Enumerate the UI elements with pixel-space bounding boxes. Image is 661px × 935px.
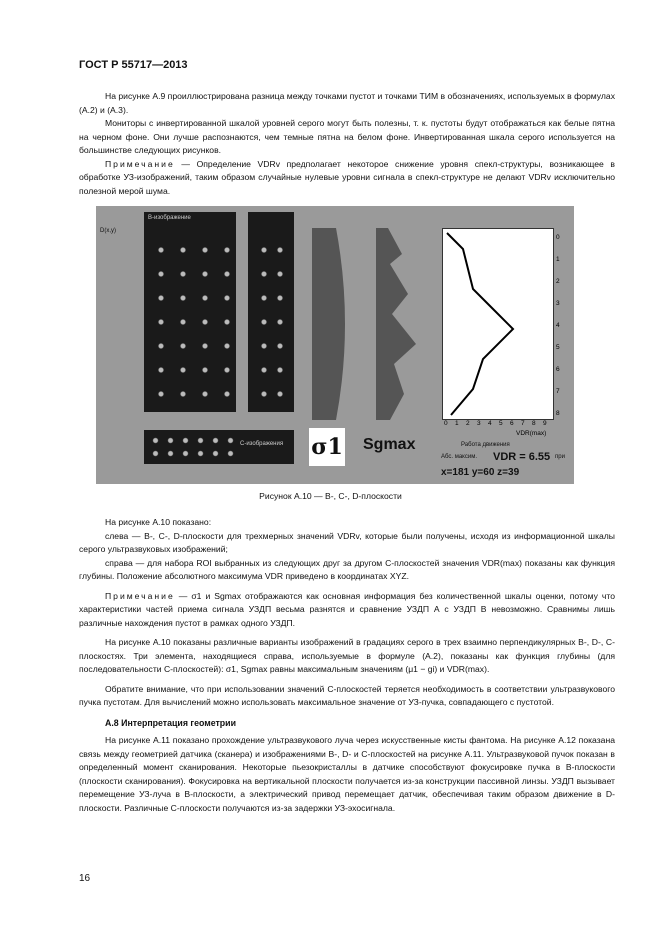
note-label: Примечание <box>105 158 175 169</box>
document-header: ГОСТ Р 55717—2013 <box>79 59 188 71</box>
sigma-profile <box>312 228 345 420</box>
b-plane-image <box>144 212 236 412</box>
c-plane-image <box>144 430 294 464</box>
paragraph: На рисунке А.9 проиллюстрирована разница между точками пустот и точками ТИМ в обозначениях, используемых в формулах (А.2) и (А.3). <box>79 91 615 115</box>
c-plane-label: C-изображения <box>240 441 284 447</box>
note-label: Примечание <box>105 590 175 601</box>
vdr-unit: при <box>555 454 565 460</box>
section-text <box>79 734 615 815</box>
y-tick-label: 6 <box>556 366 560 373</box>
intro-text <box>79 90 615 198</box>
y-tick-label: 3 <box>556 300 560 307</box>
paragraph: На рисунке А.10 показаны различные варианты изображений в градациях серого в трех взаимно перпендикулярных B-, D-, C- плоскостях. Три элемента, находящиеся справа, используемые в формуле (А.2), показаны как функция глубины (для последовательности C-плоскостей): σ1, Sgmax равны максимальным значениям (μ1 − gi) и VDR(max). <box>79 637 615 674</box>
paragraph: слева — B-, C-, D-плоскости для трехмерных значений VDRv, которые были получены, исходя из информационной шкалы серого ультразвуковых изображений; <box>79 530 615 554</box>
x-tick-label: 2 <box>466 420 470 427</box>
x-tick-label: 3 <box>477 420 481 427</box>
coordinates: x=181 y=60 z=39 <box>441 467 520 478</box>
void-dots <box>150 238 230 398</box>
vdr-curve <box>443 229 553 419</box>
abs-label: Абс. максим. <box>441 454 478 460</box>
note-text: — Определение VDRv предполагает некоторое снижение уровня спекл-структуры, возникающее в обработке УЗ-изображений, таким образом случайные нулевые уровни сигнала в спекл-структуре не делают VDRv исключительно полезной мерой шума. <box>79 158 615 196</box>
y-tick-label: 5 <box>556 344 560 351</box>
x-tick-label: 6 <box>510 420 514 427</box>
x-tick-label: 7 <box>521 420 525 427</box>
sgmax-profile <box>376 228 416 420</box>
d-plane-image <box>248 212 294 412</box>
x-tick-label: 5 <box>499 420 503 427</box>
d-axis-label: D(x,y) <box>100 228 116 234</box>
page-number: 16 <box>79 873 91 884</box>
y-tick-label: 4 <box>556 322 560 329</box>
x-tick-label: 1 <box>455 420 459 427</box>
b-plane-label: B-изображение <box>148 215 191 221</box>
x-tick-label: 8 <box>532 420 536 427</box>
legend-text: Работа движения <box>461 442 510 448</box>
vdr-chart <box>442 228 554 420</box>
y-tick-label: 0 <box>556 234 560 241</box>
info-box <box>441 440 571 482</box>
depth-profiles <box>306 224 436 424</box>
x-axis-label: VDR(max) <box>516 430 547 437</box>
note <box>79 158 615 199</box>
x-tick-label: 4 <box>488 420 492 427</box>
figure-caption: Рисунок А.10 — B-, C-, D-плоскости <box>259 491 402 501</box>
sigma-label-box: σ1 <box>309 428 345 466</box>
note-text: — σ1 и Sgmax отображаются как основная информация без количественной шкалы оценки, потому что характеристики частей приема сигнала УЗДП весьма разнятся и сравнение УЗДП А с УЗДП В невозможно. Сравнимы лишь различные нахождения пустот в рамках одного УЗДП. <box>79 590 615 628</box>
paragraph: На рисунке А.10 показано: <box>105 517 212 527</box>
figure-a10 <box>96 206 574 484</box>
paragraph: На рисунке А.11 показано прохождение ультразвукового луча через искусственные кисты фантома. На рисунке А.12 показана связь между геометрией датчика (сканера) и изображениями B-, D- и C-плоскостей на рисунке А.11. Ультразвуковой пучок показан в определенный момент сканирования. Некоторые пьезокристаллы в датчике способствуют фокусировке пучка в B-плоскости (плоскости сканирования). Фокусировка на вертикальной плоскости получается из-за конструкции пассивной линзы. УЗДП вызывает перемещение УЗ-луча в B-плоскости, а электрический привод перемещает датчик, обеспечивая таким образом движение в D-плоскости. Различные C-плоскости получаются из-за задержки УЗ-эхосигнала. <box>79 735 615 813</box>
y-tick-label: 2 <box>556 278 560 285</box>
y-tick-label: 8 <box>556 410 560 417</box>
y-tick-label: 1 <box>556 256 560 263</box>
note <box>79 590 615 631</box>
sgmax-label: Sgmax <box>363 436 416 453</box>
x-tick-label: 9 <box>543 420 547 427</box>
paragraph: Мониторы с инвертированной шкалой уровней серого могут быть полезны, т. к. пустоты будут отображаться как белые пятна на черном фоне. Они лучше распознаются, чем темные пятна на белом фоне. Инвертированная шкала серого используется на большинстве следующих рисунков. <box>79 118 615 155</box>
vdr-value: VDR = 6.55 <box>493 451 551 463</box>
section-heading: А.8 Интерпретация геометрии <box>105 718 236 728</box>
y-tick-label: 7 <box>556 388 560 395</box>
body-text <box>79 516 615 710</box>
x-tick-label: 0 <box>444 420 448 427</box>
paragraph: Обратите внимание, что при использовании значений C-плоскостей теряется необходимость в соответствии ультразвукового пучка пустотам. Для вычислений можно использовать максимальное значение от УЗ-пучка, совпадающего с пустотой. <box>79 683 615 707</box>
paragraph: справа — для набора ROI выбранных из следующих друг за другом C-плоскостей значения VDR(max) показаны как функция глубины. Положение абсолютного максимума VDR приведено в координатах XYZ. <box>79 557 615 581</box>
